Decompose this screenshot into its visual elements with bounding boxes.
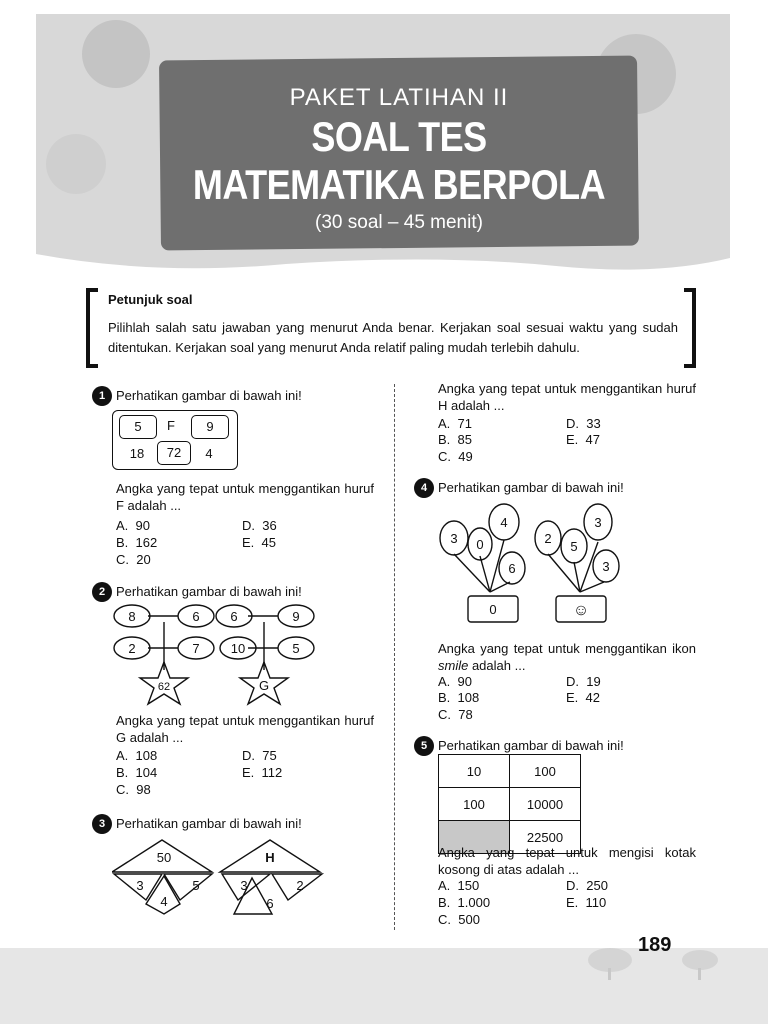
option-letter: C. bbox=[116, 552, 129, 567]
q1-cell: 5 bbox=[119, 415, 157, 439]
option-value: 162 bbox=[135, 535, 158, 550]
header-title-2: MATEMATIKA BERPOLA bbox=[192, 160, 606, 208]
bracket-right bbox=[684, 288, 696, 368]
q4-left-box-value: 0 bbox=[489, 602, 497, 617]
instructions-text: Pilihlah salah satu jawaban yang menurut Anda benar. Kerjakan soal sesuai waktu yang sudah ditentukan. Kerjakan soal yang menurut Anda relatif paling mudah terlebih dahulu. bbox=[108, 320, 678, 355]
option-value: 98 bbox=[136, 782, 151, 797]
q5-question: Angka yang tepat untuk mengisi kotak kosong di atas adalah ... bbox=[438, 845, 696, 877]
header-title-1: SOAL TES bbox=[311, 112, 487, 160]
page-number: 189 bbox=[638, 934, 672, 956]
option-value: 1.000 bbox=[457, 895, 491, 910]
option-letter: C. bbox=[438, 707, 451, 722]
q4-heading: Perhatikan gambar di bawah ini! bbox=[438, 480, 624, 495]
q1-cell: F bbox=[167, 418, 175, 433]
option-value: 110 bbox=[585, 895, 607, 910]
option-value: 71 bbox=[457, 416, 472, 431]
q4-option-e bbox=[566, 690, 600, 705]
q2-option-d bbox=[242, 748, 277, 763]
option-letter: A. bbox=[438, 416, 451, 431]
q2-option-a bbox=[116, 748, 157, 763]
q2-option-b bbox=[116, 765, 157, 780]
option-letter: D. bbox=[566, 674, 579, 689]
question-number-2: 2 bbox=[92, 582, 112, 602]
q4-option-c bbox=[438, 707, 473, 722]
q4-option-d bbox=[566, 674, 601, 689]
q4-right-balloon: 5 bbox=[570, 539, 578, 554]
q2-right-value: 10 bbox=[230, 641, 246, 656]
q4-right-balloon: 3 bbox=[602, 559, 610, 574]
option-letter: B. bbox=[116, 535, 129, 550]
q4-right-balloon: 3 bbox=[594, 515, 602, 530]
q4-right-balloon: 2 bbox=[544, 531, 552, 546]
q3-right-value: 3 bbox=[240, 878, 248, 893]
option-letter: A. bbox=[116, 518, 129, 533]
option-value: 90 bbox=[135, 518, 150, 533]
option-letter: D. bbox=[566, 878, 579, 893]
option-letter: A. bbox=[438, 674, 451, 689]
q3-option-e bbox=[566, 432, 600, 447]
q4-question-part: adalah ... bbox=[468, 658, 526, 673]
q3-left-value: 4 bbox=[160, 894, 168, 909]
q3-left-value: 5 bbox=[192, 878, 200, 893]
option-letter: B. bbox=[438, 895, 451, 910]
q4-question-em: smile bbox=[438, 658, 469, 673]
option-letter: E. bbox=[242, 765, 255, 780]
q5-option-a bbox=[438, 878, 479, 893]
option-value: 19 bbox=[586, 674, 601, 689]
header-subtitle: (30 soal – 45 menit) bbox=[315, 212, 483, 233]
q5-table bbox=[438, 754, 581, 854]
q2-left-value: 2 bbox=[128, 641, 136, 656]
q3-heading: Perhatikan gambar di bawah ini! bbox=[116, 816, 302, 831]
header-series: PAKET LATIHAN II bbox=[289, 84, 509, 111]
q1-question: Angka yang tepat untuk menggantikan huruf F adalah ... bbox=[116, 481, 374, 513]
option-letter: D. bbox=[242, 518, 255, 533]
option-value: 112 bbox=[261, 765, 283, 780]
q1-option-a bbox=[116, 518, 150, 533]
option-letter: E. bbox=[566, 690, 579, 705]
table-row bbox=[439, 755, 581, 788]
q2-option-e bbox=[242, 765, 282, 780]
q4-option-b bbox=[438, 690, 479, 705]
option-value: 104 bbox=[135, 765, 158, 780]
column-divider bbox=[394, 384, 395, 930]
q2-right-value: 9 bbox=[292, 609, 300, 624]
q2-heading: Perhatikan gambar di bawah ini! bbox=[116, 584, 302, 599]
table-cell: 100 bbox=[510, 755, 581, 788]
q1-cell: 4 bbox=[205, 446, 213, 461]
option-value: 47 bbox=[585, 432, 600, 447]
q2-right-star-value: G bbox=[258, 678, 270, 693]
option-letter: A. bbox=[438, 878, 451, 893]
option-letter: E. bbox=[566, 432, 579, 447]
q2-right-value: 5 bbox=[292, 641, 300, 656]
table-cell: 10 bbox=[439, 755, 510, 788]
instructions-box bbox=[86, 288, 696, 366]
q5-option-b bbox=[438, 895, 490, 910]
question-number-5: 5 bbox=[414, 736, 434, 756]
option-value: 36 bbox=[262, 518, 277, 533]
q5-option-e bbox=[566, 895, 606, 910]
q1-option-b bbox=[116, 535, 157, 550]
table-cell: 100 bbox=[439, 788, 510, 821]
q3-right-value: 2 bbox=[296, 878, 304, 893]
q3-question: Angka yang tepat untuk menggantikan huruf H adalah ... bbox=[438, 381, 696, 413]
q3-option-a bbox=[438, 416, 472, 431]
option-value: 75 bbox=[262, 748, 277, 763]
option-value: 45 bbox=[261, 535, 276, 550]
option-value: 20 bbox=[136, 552, 151, 567]
option-letter: C. bbox=[116, 782, 129, 797]
q2-option-c bbox=[116, 782, 151, 797]
q4-question bbox=[438, 640, 696, 674]
question-number-4: 4 bbox=[414, 478, 434, 498]
q3-figure bbox=[112, 838, 328, 918]
q3-option-b bbox=[438, 432, 472, 447]
option-value: 250 bbox=[586, 878, 608, 893]
option-value: 108 bbox=[135, 748, 158, 763]
option-letter: E. bbox=[566, 895, 579, 910]
q4-option-a bbox=[438, 674, 472, 689]
table-row bbox=[439, 788, 581, 821]
q1-cell: 9 bbox=[191, 415, 229, 439]
option-value: 150 bbox=[457, 878, 480, 893]
question-number-1: 1 bbox=[92, 386, 112, 406]
option-value: 85 bbox=[457, 432, 472, 447]
q5-heading: Perhatikan gambar di bawah ini! bbox=[438, 738, 624, 753]
q2-right-value: 6 bbox=[230, 609, 238, 624]
bracket-left bbox=[86, 288, 98, 368]
q5-option-d bbox=[566, 878, 608, 893]
option-letter: C. bbox=[438, 449, 451, 464]
option-value: 49 bbox=[458, 449, 473, 464]
question-number-3: 3 bbox=[92, 814, 112, 834]
option-value: 90 bbox=[457, 674, 472, 689]
q3-left-value: 50 bbox=[156, 850, 172, 865]
q5-option-c bbox=[438, 912, 480, 927]
q2-left-value: 7 bbox=[192, 641, 200, 656]
q1-option-c bbox=[116, 552, 151, 567]
q3-left-value: 3 bbox=[136, 878, 144, 893]
q4-question-part: Angka yang tepat untuk menggantikan ikon bbox=[438, 641, 696, 656]
q4-left-balloon: 3 bbox=[450, 531, 458, 546]
option-letter: D. bbox=[566, 416, 579, 431]
table-cell: 10000 bbox=[510, 788, 581, 821]
q2-left-value: 6 bbox=[192, 609, 200, 624]
q1-cell: 72 bbox=[157, 441, 191, 465]
option-letter: E. bbox=[242, 535, 255, 550]
q2-left-value: 8 bbox=[128, 609, 136, 624]
option-letter: C. bbox=[438, 912, 451, 927]
option-value: 33 bbox=[586, 416, 601, 431]
q3-option-d bbox=[566, 416, 601, 431]
option-letter: D. bbox=[242, 748, 255, 763]
option-value: 42 bbox=[585, 690, 600, 705]
option-value: 108 bbox=[457, 690, 480, 705]
option-value: 78 bbox=[458, 707, 473, 722]
q1-heading: Perhatikan gambar di bawah ini! bbox=[116, 388, 302, 403]
option-letter: A. bbox=[116, 748, 129, 763]
q1-figure bbox=[112, 410, 238, 470]
q1-option-d bbox=[242, 518, 277, 533]
q2-left-star-value: 62 bbox=[157, 681, 171, 693]
q4-left-balloon: 4 bbox=[500, 515, 508, 530]
q2-figure bbox=[110, 600, 340, 706]
q2-question: Angka yang tepat untuk menggantikan huruf G adalah ... bbox=[116, 713, 374, 745]
instructions-title: Petunjuk soal bbox=[108, 292, 193, 307]
option-letter: B. bbox=[438, 432, 451, 447]
q4-figure bbox=[432, 500, 652, 628]
q4-left-balloon: 0 bbox=[476, 537, 484, 552]
smile-icon: ☺ bbox=[572, 602, 590, 619]
q3-right-value: 6 bbox=[266, 896, 274, 911]
q4-left-balloon: 6 bbox=[508, 561, 516, 576]
q3-option-c bbox=[438, 449, 473, 464]
q1-cell: 18 bbox=[129, 446, 145, 461]
table-cell: 22500 bbox=[510, 821, 581, 854]
option-value: 500 bbox=[458, 912, 480, 927]
q3-right-value: H bbox=[265, 850, 275, 865]
option-letter: B. bbox=[116, 765, 129, 780]
q1-option-e bbox=[242, 535, 276, 550]
option-letter: B. bbox=[438, 690, 451, 705]
